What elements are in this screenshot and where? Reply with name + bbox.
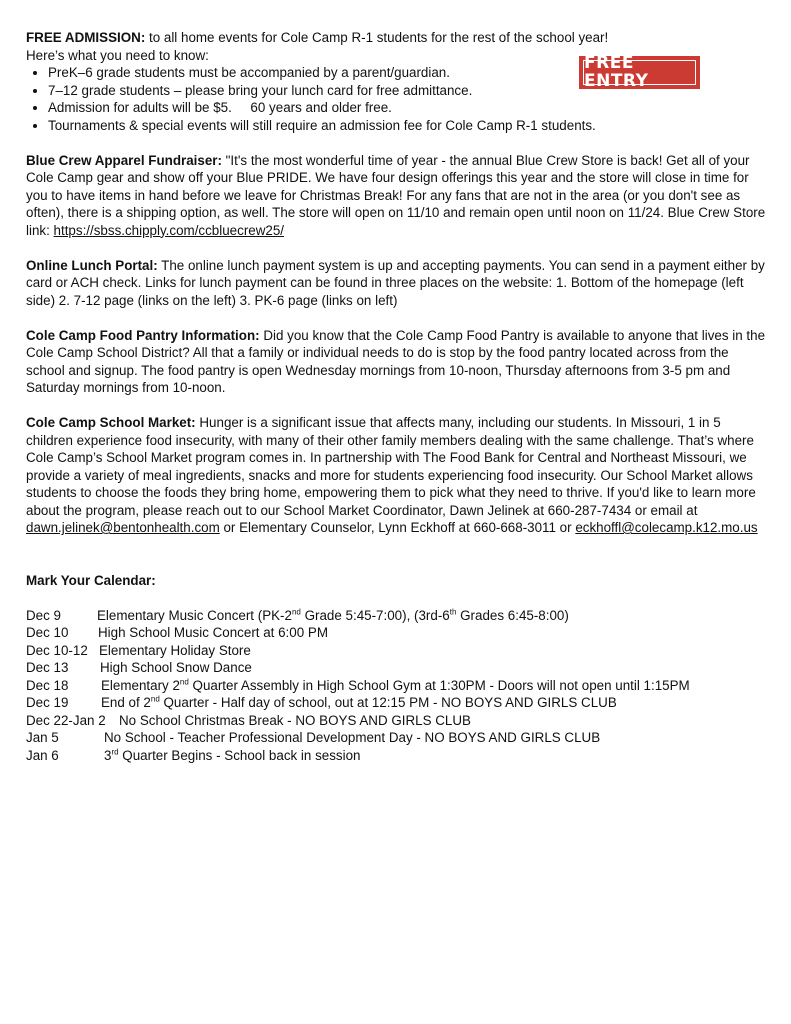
ordinal-suffix: nd <box>291 607 301 617</box>
calendar-date: Dec 18 <box>26 677 69 693</box>
blue-crew-text: "It's the most wonderful time of year - the annual Blue Crew Store is back! Get all of your Cole Camp gear and show off your Blue PRIDE. We have four design offerings this year and the store will close in time for you to have items in hand before we leave for Christmas Break! For any fans that are not in the area (or you don't see as often), there is a shipping option, as well. The store will open on 11/10 and remain open until noon on 11/24. Blue Crew Store link: <box>26 152 766 238</box>
calendar-heading: Mark Your Calendar: <box>26 572 156 588</box>
calendar-event <box>99 642 251 660</box>
school-market-heading: Cole Camp School Market: <box>26 415 196 430</box>
school-market-text-2: or Elementary Counselor, Lynn Eckhoff at 660-668-3011 or <box>219 520 576 535</box>
food-pantry-heading: Cole Camp Food Pantry Information: <box>26 327 260 343</box>
event-text: Quarter Begins - School back in session <box>118 747 361 763</box>
calendar-date: Dec 22-Jan 2 <box>26 712 106 728</box>
school-market-text: Hunger is a significant issue that affects many, including our students. In Missouri, 1 in 5 children experience food insecurity, with many of their other family members dealing with the same challenge. That’s where Cole Camp’s School Market program comes in. In partnership with The Food Bank for Central and Northeast Missouri, we provide a variety of meal ingredients, snacks and more for students experiencing food insecurity. Our School Market allows students to choose the foods they bring home, empowering them to pick what they need to thrive. If you'd like to learn more about the program, please reach out to our School Market Coordinator, Dawn Jelinek at 660-287-7434 or email at <box>26 415 756 518</box>
food-pantry-text: Did you know that the Cole Camp Food Pantry is available to anyone that lives in the Cole Camp School District? All that a family or individual needs to do is stop by the food pantry located across from the school and signup. The food pantry is open Wednesday mornings from 10-noon, Thursday afternoons from 3-5 pm and Saturday mornings from 10-noon. <box>26 327 766 395</box>
calendar-date: Jan 6 <box>26 747 59 763</box>
calendar-date: Dec 19 <box>26 695 69 710</box>
calendar-date: Jan 5 <box>26 730 59 745</box>
calendar-event <box>101 677 690 695</box>
blue-crew-store-link[interactable]: https://sbss.chipply.com/ccbluecrew25/ <box>53 222 285 238</box>
school-market-paragraph <box>26 414 766 537</box>
lunch-portal-paragraph <box>26 257 766 310</box>
calendar-event <box>101 694 617 712</box>
ordinal-suffix: rd <box>111 747 119 757</box>
free-entry-label: FREE ENTRY <box>583 60 696 85</box>
calendar-row <box>26 712 766 730</box>
event-text: Quarter Assembly in High School Gym at 1:30PM - Doors will not open until 1:15PM <box>188 677 690 693</box>
free-admission-text: to all home events for Cole Camp R-1 students for the rest of the school year! <box>145 30 609 45</box>
ordinal-suffix: th <box>449 607 457 617</box>
calendar-row <box>26 624 766 642</box>
calendar-event <box>104 747 360 765</box>
list-item: • Tournaments & special events will still require an admission fee for Cole Camp R-1 students. <box>48 117 766 135</box>
calendar-list <box>26 607 766 765</box>
calendar-row <box>26 729 766 747</box>
event-text: Grades 6:45-8:00) <box>456 607 569 623</box>
event-text: 3 <box>104 747 112 763</box>
calendar-event <box>97 607 569 625</box>
admission-rules-list <box>26 64 766 134</box>
calendar-event <box>98 624 328 642</box>
calendar-date: Dec 9 <box>26 607 61 623</box>
calendar-date: Dec 10 <box>26 625 69 640</box>
event-text: No School Christmas Break - NO BOYS AND GIRLS CLUB <box>119 712 471 728</box>
calendar-event <box>119 712 471 730</box>
calendar-row <box>26 642 766 660</box>
event-text: Grade 5:45-7:00), (3rd-6 <box>300 607 450 623</box>
calendar-row <box>26 659 766 677</box>
coordinator-email-link[interactable]: dawn.jelinek@bentonhealth.com <box>26 520 220 535</box>
free-admission-paragraph <box>26 29 766 47</box>
calendar-row <box>26 677 766 695</box>
blue-crew-paragraph <box>26 152 766 240</box>
event-text: Elementary Holiday Store <box>99 642 251 658</box>
calendar-row <box>26 694 766 712</box>
list-item: • Admission for adults will be $5. 60 years and older free. <box>48 99 766 117</box>
newsletter-content <box>26 29 766 764</box>
food-pantry-section <box>26 327 766 397</box>
calendar-event <box>104 729 600 747</box>
event-text: Elementary Music Concert (PK-2 <box>97 607 292 623</box>
ordinal-suffix: nd <box>150 694 160 704</box>
school-market-section <box>26 414 766 537</box>
list-item: • 7–12 grade students – please bring your lunch card for free admittance. <box>48 82 766 100</box>
calendar-date: Dec 13 <box>26 660 69 675</box>
calendar-section <box>26 572 766 765</box>
calendar-title <box>26 572 766 590</box>
event-text: End of 2 <box>101 695 151 710</box>
event-text: High School Snow Dance <box>100 660 252 675</box>
calendar-date: Dec 10-12 <box>26 642 88 658</box>
calendar-row <box>26 607 766 625</box>
free-admission-section <box>26 29 766 134</box>
lunch-portal-heading: Online Lunch Portal: <box>26 257 158 273</box>
food-pantry-paragraph <box>26 327 766 397</box>
event-text: No School - Teacher Professional Development Day - NO BOYS AND GIRLS CLUB <box>104 730 601 745</box>
list-item: • PreK–6 grade students must be accompanied by a parent/guardian. <box>48 64 766 82</box>
calendar-event <box>100 659 252 677</box>
event-text: High School Music Concert at 6:00 PM <box>98 625 328 640</box>
counselor-email-link[interactable]: eckhoffl@colecamp.k12.mo.us <box>575 520 758 535</box>
calendar-row <box>26 747 766 765</box>
free-admission-intro: Here’s what you need to know: <box>26 47 209 63</box>
lunch-portal-section <box>26 257 766 310</box>
blue-crew-section <box>26 152 766 240</box>
ordinal-suffix: nd <box>179 677 189 687</box>
free-admission-heading: FREE ADMISSION: <box>26 30 146 45</box>
event-text: Elementary 2 <box>101 677 180 693</box>
blue-crew-heading: Blue Crew Apparel Fundraiser: <box>26 152 222 168</box>
event-text: Quarter - Half day of school, out at 12:15 PM - NO BOYS AND GIRLS CLUB <box>159 695 617 710</box>
lunch-portal-text: The online lunch payment system is up and accepting payments. You can send in a payment either by card or ACH check. Links for lunch payment can be found in three places on the website: 1. Bottom of the homepage (left side) 2. 7-12 page (links on the left) 3. PK-6 page (links on left) <box>26 257 765 308</box>
